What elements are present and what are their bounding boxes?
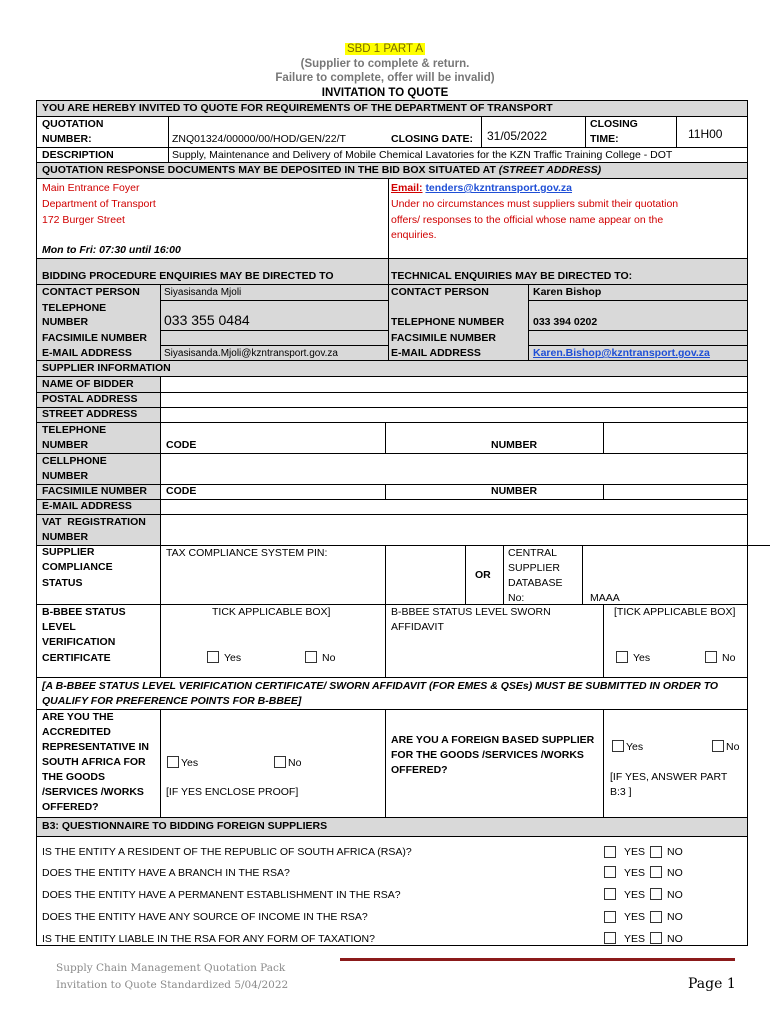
accredited-label-4: SOUTH AFRICA FOR bbox=[42, 756, 146, 768]
bidding-email-label: E-MAIL ADDRESS bbox=[42, 347, 132, 359]
technical-heading: TECHNICAL ENQUIRIES MAY BE DIRECTED TO: bbox=[391, 270, 633, 282]
deposit-note-2: offers/ responses to the official whose name appear on the bbox=[391, 214, 664, 226]
compliance-label-1: SUPPLIER bbox=[42, 546, 95, 558]
technical-fax-label: FACSIMILE NUMBER bbox=[391, 332, 496, 344]
bidding-contact-label: CONTACT PERSON bbox=[42, 286, 140, 298]
accredited-label-1: ARE YOU THE bbox=[42, 711, 114, 723]
bidding-tel: 033 355 0484 bbox=[164, 312, 250, 328]
tel-code-input[interactable] bbox=[386, 423, 602, 453]
sworn-label-2: AFFIDAVIT bbox=[391, 621, 444, 633]
bbbee-notice-2: QUALIFY FOR PREFERENCE POINTS FOR B-BBEE] bbox=[42, 695, 302, 707]
accredited-proof-note: [IF YES ENCLOSE PROOF] bbox=[166, 786, 299, 798]
bidding-tel-label-2: NUMBER bbox=[42, 316, 89, 328]
question-no-checkbox[interactable] bbox=[650, 846, 662, 858]
email-label: Email: bbox=[391, 182, 423, 194]
accredited-yes-label: Yes bbox=[181, 757, 199, 769]
tax-pin-label: TAX COMPLIANCE SYSTEM PIN: bbox=[166, 547, 328, 559]
closing-date-label: CLOSING DATE: bbox=[391, 133, 474, 145]
bbbee-cert-yes-label: Yes bbox=[224, 652, 242, 664]
footer-line-2: Invitation to Quote Standardized 5/04/2022 bbox=[56, 979, 289, 991]
street-address-input[interactable] bbox=[161, 408, 747, 422]
sworn-no-checkbox[interactable] bbox=[705, 651, 717, 663]
compliance-label-2: COMPLIANCE bbox=[42, 561, 113, 573]
address-line-1: Main Entrance Foyer bbox=[42, 182, 140, 194]
closing-time-label-2: TIME: bbox=[590, 133, 619, 145]
description-value: Supply, Maintenance and Delivery of Mobile Chemical Lavatories for the KZN Traffic Training College - DOT bbox=[172, 149, 673, 161]
question-yes-checkbox[interactable] bbox=[604, 911, 616, 923]
accredited-label-6: /SERVICES /WORKS bbox=[42, 786, 144, 798]
foreign-yes-label: Yes bbox=[626, 741, 644, 753]
sworn-yes-checkbox[interactable] bbox=[616, 651, 628, 663]
sworn-no-label: No bbox=[722, 652, 736, 664]
office-hours: Mon to Fri: 07:30 until 16:00 bbox=[42, 244, 181, 256]
tel-number-label: NUMBER bbox=[491, 439, 538, 451]
bbbee-notice-1: [A B-BBEE STATUS LEVEL VERIFICATION CERTIFICATE/ SWORN AFFIDAVIT (FOR EMES & QSEs) MUST BE SUBMITTED IN ORDER TO bbox=[42, 680, 719, 692]
question-no-label: NO bbox=[667, 889, 683, 901]
question-yes-label: YES bbox=[624, 867, 646, 879]
accredited-yes-checkbox[interactable] bbox=[167, 756, 179, 768]
instruction-line-1: (Supplier to complete & return. bbox=[300, 58, 470, 70]
bidding-heading: BIDDING PROCEDURE ENQUIRIES MAY BE DIRECTED TO bbox=[42, 270, 334, 282]
vat-number-input[interactable] bbox=[161, 515, 747, 545]
deposit-note-3: enquiries. bbox=[391, 229, 437, 241]
question-text: DOES THE ENTITY HAVE ANY SOURCE OF INCOME IN THE RSA? bbox=[42, 911, 368, 923]
accredited-no-label: No bbox=[288, 757, 302, 769]
technical-tel: 033 394 0202 bbox=[533, 316, 598, 328]
supplier-tel-label-1: TELEPHONE bbox=[42, 424, 107, 436]
quotation-number-label-1: QUOTATION bbox=[42, 118, 104, 130]
question-yes-checkbox[interactable] bbox=[604, 888, 616, 900]
sworn-tick-label: [TICK APPLICABLE BOX] bbox=[614, 606, 736, 618]
question-no-label: NO bbox=[667, 846, 683, 858]
question-no-label: NO bbox=[667, 867, 683, 879]
cellphone-label-2: NUMBER bbox=[42, 470, 89, 482]
bbbee-cert-no-checkbox[interactable] bbox=[305, 651, 317, 663]
technical-email-label: E-MAIL ADDRESS bbox=[391, 347, 481, 359]
csd-label-4: No: bbox=[508, 592, 525, 604]
sworn-label-1: B-BBEE STATUS LEVEL SWORN bbox=[391, 606, 551, 618]
bbbee-cert-yes-checkbox[interactable] bbox=[207, 651, 219, 663]
question-yes-checkbox[interactable] bbox=[604, 932, 616, 944]
question-yes-label: YES bbox=[624, 889, 646, 901]
question-no-label: NO bbox=[667, 911, 683, 923]
question-no-label: NO bbox=[667, 933, 683, 945]
or-label: OR bbox=[475, 569, 491, 581]
accredited-label-5: THE GOODS bbox=[42, 771, 106, 783]
accredited-label-7: OFFERED? bbox=[42, 801, 99, 813]
address-line-3: 172 Burger Street bbox=[42, 214, 125, 226]
quotation-number-label-2: NUMBER: bbox=[42, 133, 92, 145]
bbbee-label-3: VERIFICATION bbox=[42, 636, 116, 648]
accredited-no-checkbox[interactable] bbox=[274, 756, 286, 768]
tel-code-label: CODE bbox=[166, 439, 197, 451]
closing-time: 11H00 bbox=[688, 127, 723, 141]
csd-prefix: MAAA bbox=[590, 592, 620, 604]
supplier-email-label: E-MAIL ADDRESS bbox=[42, 500, 132, 512]
vat-label-1: VAT REGISTRATION bbox=[42, 516, 146, 528]
csd-label-2: SUPPLIER bbox=[508, 562, 560, 574]
bidding-tel-label-1: TELEPHONE bbox=[42, 302, 107, 314]
question-text: IS THE ENTITY LIABLE IN THE RSA FOR ANY FORM OF TAXATION? bbox=[42, 933, 375, 945]
page-number: Page 1 bbox=[688, 976, 736, 992]
foreign-yes-checkbox[interactable] bbox=[612, 740, 624, 752]
supplier-email-input[interactable] bbox=[161, 500, 747, 514]
foreign-note-2: B:3 ] bbox=[610, 786, 632, 798]
page-title: INVITATION TO QUOTE bbox=[321, 87, 449, 99]
supplier-fax-label: FACSIMILE NUMBER bbox=[42, 485, 147, 497]
bbbee-label-2: LEVEL bbox=[42, 621, 76, 633]
closing-date: 31/05/2022 bbox=[487, 129, 548, 143]
question-yes-checkbox[interactable] bbox=[604, 866, 616, 878]
technical-tel-label: TELEPHONE NUMBER bbox=[391, 316, 505, 328]
technical-contact-label: CONTACT PERSON bbox=[391, 286, 489, 298]
bidding-fax-label: FACSIMILE NUMBER bbox=[42, 332, 147, 344]
invite-heading: YOU ARE HEREBY INVITED TO QUOTE FOR REQUIREMENTS OF THE DEPARTMENT OF TRANSPORT bbox=[42, 102, 553, 114]
sworn-yes-label: Yes bbox=[633, 652, 651, 664]
form-id: SBD 1 PART A bbox=[346, 43, 424, 55]
description-label: DESCRIPTION bbox=[42, 149, 114, 161]
street-address-label: STREET ADDRESS bbox=[42, 408, 138, 420]
foreign-no-label: No bbox=[726, 741, 740, 753]
deposit-heading: QUOTATION RESPONSE DOCUMENTS MAY BE DEPOSITED IN THE BID BOX SITUATED AT (STREET ADDRESS) bbox=[42, 164, 602, 176]
fax-number-label: NUMBER bbox=[491, 485, 538, 497]
accredited-label-2: ACCREDITED bbox=[42, 726, 111, 738]
postal-address-input[interactable] bbox=[161, 393, 747, 407]
footer-line-1: Supply Chain Management Quotation Pack bbox=[56, 962, 286, 974]
tel-number-input[interactable] bbox=[604, 423, 747, 453]
postal-address-label: POSTAL ADDRESS bbox=[42, 393, 138, 405]
question-text: IS THE ENTITY A RESIDENT OF THE REPUBLIC OF SOUTH AFRICA (RSA)? bbox=[42, 846, 412, 858]
bbbee-cert-no-label: No bbox=[322, 652, 336, 664]
bbbee-tick-label: TICK APPLICABLE BOX] bbox=[212, 606, 331, 618]
cellphone-label-1: CELLPHONE bbox=[42, 455, 107, 467]
questionnaire-heading: B3: QUESTIONNAIRE TO BIDDING FOREIGN SUPPLIERS bbox=[42, 820, 328, 832]
question-yes-label: YES bbox=[624, 933, 646, 945]
bidder-name-input[interactable] bbox=[161, 377, 747, 392]
fax-code-label: CODE bbox=[166, 485, 197, 497]
technical-contact: Karen Bishop bbox=[533, 286, 602, 298]
bbbee-label-1: B-BBEE STATUS bbox=[42, 606, 126, 618]
foreign-question-2: FOR THE GOODS /SERVICES /WORKS bbox=[391, 749, 584, 761]
quotation-number: ZNQ01324/00000/00/HOD/GEN/22/T bbox=[172, 133, 346, 145]
vat-label-2: NUMBER bbox=[42, 531, 89, 543]
question-yes-checkbox[interactable] bbox=[604, 846, 616, 858]
tax-pin-input[interactable] bbox=[386, 546, 465, 604]
question-text: DOES THE ENTITY HAVE A BRANCH IN THE RSA? bbox=[42, 867, 290, 879]
question-no-checkbox[interactable] bbox=[650, 888, 662, 900]
bidding-email[interactable]: Siyasisanda.Mjoli@kzntransport.gov.za bbox=[164, 348, 338, 359]
foreign-question-1: ARE YOU A FOREIGN BASED SUPPLIER bbox=[391, 734, 595, 746]
bidding-contact: Siyasisanda Mjoli bbox=[164, 287, 242, 298]
question-text: DOES THE ENTITY HAVE A PERMANENT ESTABLISHMENT IN THE RSA? bbox=[42, 889, 401, 901]
instruction-line-2: Failure to complete, offer will be invalid) bbox=[275, 72, 495, 84]
deposit-email-row bbox=[391, 181, 572, 196]
technical-email-link[interactable]: Karen.Bishop@kzntransport.gov.za bbox=[533, 347, 710, 359]
bbbee-label-4: CERTIFICATE bbox=[42, 652, 111, 664]
csd-label-3: DATABASE bbox=[508, 577, 563, 589]
question-yes-label: YES bbox=[624, 846, 646, 858]
address-line-2: Department of Transport bbox=[42, 198, 156, 210]
supplier-heading: SUPPLIER INFORMATION bbox=[42, 362, 171, 374]
supplier-tel-label-2: NUMBER bbox=[42, 439, 89, 451]
accredited-label-3: REPRESENTATIVE IN bbox=[42, 741, 149, 753]
bidder-name-label: NAME OF BIDDER bbox=[42, 378, 134, 390]
foreign-note-1: [IF YES, ANSWER PART bbox=[610, 771, 728, 783]
question-no-checkbox[interactable] bbox=[650, 866, 662, 878]
question-no-checkbox[interactable] bbox=[650, 911, 662, 923]
deposit-note-1: Under no circumstances must suppliers submit their quotation bbox=[391, 198, 679, 210]
closing-time-label-1: CLOSING bbox=[590, 118, 638, 130]
footer-rule bbox=[340, 958, 735, 961]
tenders-email-link[interactable]: tenders@kzntransport.gov.za bbox=[425, 182, 573, 194]
question-yes-label: YES bbox=[624, 911, 646, 923]
csd-label-1: CENTRAL bbox=[508, 547, 558, 559]
foreign-no-checkbox[interactable] bbox=[712, 740, 724, 752]
compliance-label-3: STATUS bbox=[42, 577, 83, 589]
question-no-checkbox[interactable] bbox=[650, 932, 662, 944]
cellphone-input[interactable] bbox=[161, 454, 747, 484]
foreign-question-3: OFFERED? bbox=[391, 764, 448, 776]
